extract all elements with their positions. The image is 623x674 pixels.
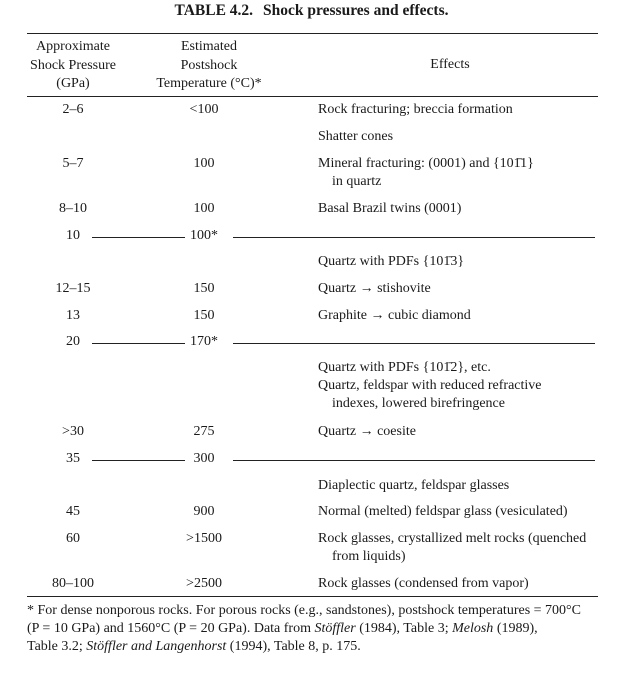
table-number: TABLE 4.2. [174, 2, 254, 19]
effect-line: Rock glasses (condensed from vapor) [318, 576, 529, 591]
header-temperature-line: Postshock [180, 57, 238, 73]
cell-effects [318, 359, 542, 413]
effect-line: Quartz → stishovite [318, 281, 431, 296]
cell-temperature: 150 [193, 281, 215, 296]
header-rule [27, 96, 598, 97]
footnote-line [27, 620, 607, 638]
cell-pressure: 60 [66, 531, 80, 546]
table-title: Shock pressures and effects. [263, 2, 449, 19]
effect-line: Quartz with PDFs {101̄3} [318, 254, 465, 269]
header-pressure [27, 38, 119, 94]
effect-line: Basal Brazil twins (0001) [318, 201, 462, 216]
effect-line: Mineral fracturing: (0001) and {101̄1} [318, 156, 534, 171]
cell-effects [318, 575, 529, 593]
cell-pressure: 10 [66, 228, 80, 243]
cell-temperature: 100 [193, 201, 215, 216]
footnote-line [27, 602, 607, 620]
cell-pressure: 12–15 [55, 281, 91, 296]
cell-effects [318, 155, 534, 191]
footnote-text: (1984), Table 3; [355, 621, 453, 636]
cell-temperature: 100* [190, 228, 218, 243]
cell-temperature: 300 [193, 451, 215, 466]
cell-pressure: 80–100 [52, 576, 94, 591]
cell-effects [318, 200, 461, 218]
effect-line: Quartz, feldspar with reduced refractive [318, 378, 542, 393]
table-caption [0, 2, 623, 20]
footnote-text: (1994), Table 8, p. 175. [226, 639, 361, 654]
effect-line: Diaplectic quartz, feldspar glasses [318, 478, 510, 493]
footnote-text: (1989), [493, 621, 538, 636]
table-footnote [27, 602, 607, 656]
effect-line: Quartz with PDFs {101̄2}, etc. [318, 360, 491, 375]
header-effects: Effects [430, 57, 470, 72]
footnote-text: (P = 10 GPa) and 1560°C (P = 20 GPa). Data from [27, 621, 315, 636]
effect-line: Shatter cones [318, 129, 394, 144]
header-temperature [140, 38, 278, 94]
header-pressure-line: Shock Pressure [30, 57, 116, 73]
cell-effects [318, 253, 464, 271]
footnote-text: For dense nonporous rocks. For porous rocks (e.g., sandstones), postshock temperatures = 700°C [37, 603, 581, 618]
header-pressure-line: (GPa) [56, 76, 90, 91]
cell-temperature: 150 [193, 308, 215, 323]
header-temperature-line: Estimated [181, 39, 237, 54]
footnote-marker: * [27, 603, 34, 618]
cell-effects [318, 280, 431, 298]
effect-line: in quartz [332, 174, 382, 189]
cell-pressure: 5–7 [62, 156, 84, 171]
cell-temperature: <100 [189, 102, 219, 117]
header-pressure-line: Approximate [36, 39, 110, 54]
footnote-line [27, 638, 607, 656]
cell-temperature: 170* [190, 334, 218, 349]
boundary-line [233, 460, 595, 461]
cell-pressure: 2–6 [62, 102, 84, 117]
cell-effects [318, 477, 509, 495]
effect-line: Normal (melted) feldspar glass (vesiculated) [318, 504, 568, 519]
top-rule [27, 33, 598, 34]
cell-effects [318, 423, 416, 441]
cell-temperature: 275 [193, 424, 215, 439]
effect-line: Rock fracturing; breccia formation [318, 102, 513, 117]
effect-line: Rock glasses, crystallized melt rocks (quenched [318, 531, 587, 546]
cell-effects [318, 307, 471, 325]
cell-pressure: 20 [66, 334, 80, 349]
boundary-line [233, 343, 595, 344]
boundary-line [92, 237, 185, 238]
citation-author: Stöffler [314, 621, 356, 636]
cell-effects [318, 128, 393, 146]
effect-line: Graphite → cubic diamond [318, 308, 471, 323]
cell-effects [318, 503, 568, 521]
cell-pressure: 8–10 [59, 201, 87, 216]
cell-temperature: 900 [193, 504, 215, 519]
citation-author: Stöffler and Langenhorst [86, 639, 227, 654]
boundary-line [233, 237, 595, 238]
cell-temperature: 100 [193, 156, 215, 171]
effect-line: indexes, lowered birefringence [332, 396, 505, 411]
citation-author: Melosh [452, 621, 494, 636]
cell-pressure: 45 [66, 504, 80, 519]
footnote-text: Table 3.2; [27, 639, 87, 654]
effect-line: Quartz → coesite [318, 424, 416, 439]
bottom-rule [27, 596, 598, 597]
boundary-line [92, 343, 185, 344]
cell-pressure: 35 [66, 451, 80, 466]
cell-effects [318, 530, 586, 566]
cell-pressure: >30 [62, 424, 84, 439]
header-temperature-line: Temperature (°C)* [156, 76, 262, 91]
boundary-line [92, 460, 185, 461]
cell-temperature: >2500 [186, 576, 222, 591]
cell-pressure: 13 [66, 308, 80, 323]
cell-effects [318, 101, 513, 119]
cell-temperature: >1500 [186, 531, 222, 546]
effect-line: from liquids) [332, 549, 406, 564]
